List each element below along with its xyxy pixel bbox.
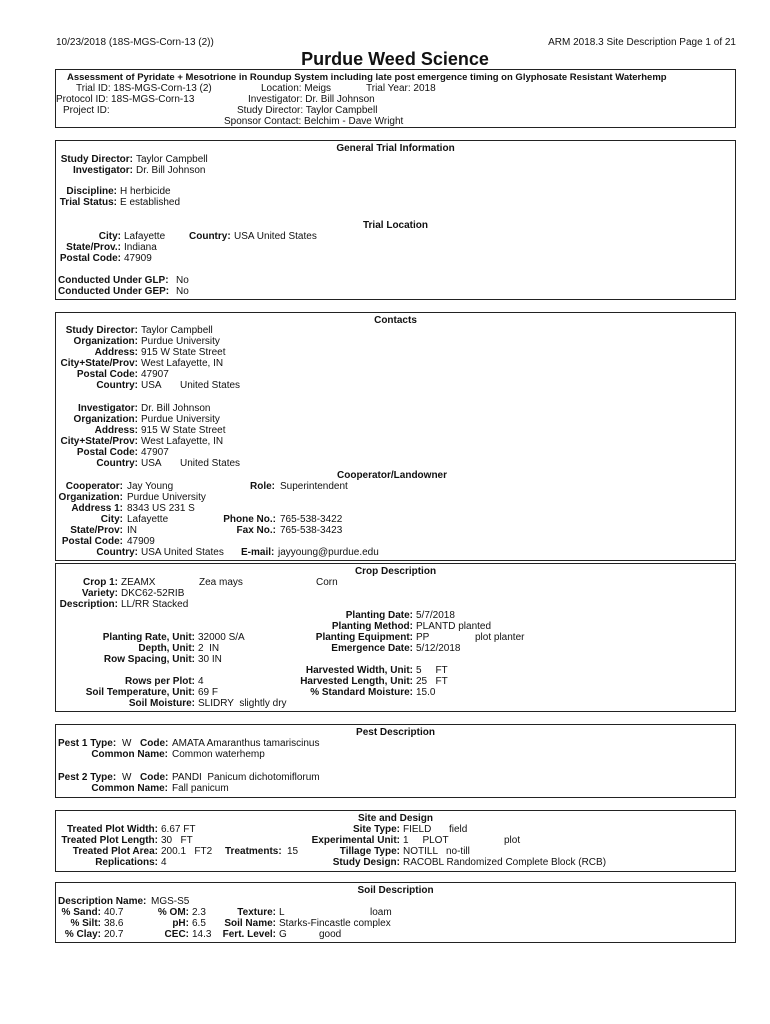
value: 47907 <box>141 447 169 458</box>
value: PANDI Panicum dichotomiflorum <box>172 772 320 783</box>
value: 30 IN <box>198 654 222 665</box>
value: Taylor Campbell <box>141 325 213 336</box>
value: No <box>176 286 189 297</box>
label: Description Name: <box>58 896 147 907</box>
value: NOTILL no-till <box>403 846 470 857</box>
value: 15 <box>287 846 299 857</box>
label: E-mail: <box>241 547 275 558</box>
value: Indiana <box>124 242 157 253</box>
contacts-heading: Contacts <box>374 315 417 326</box>
value: Fall panicum <box>172 783 229 794</box>
value: Lafayette <box>124 231 166 242</box>
value: plot planter <box>475 632 525 643</box>
label: Emergence Date: <box>331 643 413 654</box>
label: Organization: <box>73 336 138 347</box>
value: 38.6 <box>104 918 124 929</box>
label: Planting Method: <box>331 621 413 632</box>
label: Study Director: <box>60 154 133 165</box>
label: pH: <box>172 918 189 929</box>
label: City+State/Prov: <box>60 436 138 447</box>
cooperator-heading: Cooperator/Landowner <box>337 470 448 481</box>
value: W <box>122 738 132 749</box>
value: 47909 <box>124 253 152 264</box>
value: 765-538-3423 <box>280 525 343 536</box>
value: West Lafayette, IN <box>141 358 224 369</box>
value: Lafayette <box>127 514 169 525</box>
label: Variety: <box>81 588 118 599</box>
label: Planting Equipment: <box>315 632 413 643</box>
value: 25 FT <box>416 676 448 687</box>
label: Row Spacing, Unit: <box>103 654 195 665</box>
label: Investigator: <box>72 165 133 176</box>
label: Soil Moisture: <box>128 698 195 709</box>
label: Replications: <box>95 857 158 868</box>
sponsor-contact: Sponsor Contact: Belchim - Dave Wright <box>224 116 404 127</box>
value: PP <box>416 632 430 643</box>
value: 915 W State Street <box>141 425 226 436</box>
label: Country: <box>96 458 138 469</box>
label: Study Design: <box>332 857 400 868</box>
label: Study Director: <box>65 325 138 336</box>
value: 5/7/2018 <box>416 610 455 621</box>
value: 47907 <box>141 369 169 380</box>
label: % Standard Moisture: <box>310 687 413 698</box>
value: 2.3 <box>192 907 206 918</box>
value: E established <box>120 197 181 208</box>
value: Dr. Bill Johnson <box>136 165 206 176</box>
label: Conducted Under GLP: <box>58 275 169 286</box>
value: 200.1 FT2 <box>161 846 213 857</box>
label: Discipline: <box>66 186 117 197</box>
label: Treated Plot Width: <box>66 824 158 835</box>
value: USA United States <box>141 547 224 558</box>
label: Address 1: <box>71 503 123 514</box>
value: Zea mays <box>199 577 243 588</box>
value: Purdue University <box>141 414 220 425</box>
label: Harvested Length, Unit: <box>300 676 413 687</box>
label: Country: <box>96 380 138 391</box>
value: West Lafayette, IN <box>141 436 224 447</box>
location: Location: Meigs <box>261 83 332 94</box>
value: plot <box>504 835 521 846</box>
label: % Clay: <box>64 929 101 940</box>
value: 69 F <box>198 687 219 698</box>
value: AMATA Amaranthus tamariscinus <box>172 738 320 749</box>
value: Jay Young <box>127 481 174 492</box>
project-id: Project ID: <box>63 105 110 116</box>
value: Corn <box>316 577 338 588</box>
label: City: <box>100 514 123 525</box>
label: Postal Code: <box>76 369 138 380</box>
label: Planting Date: <box>345 610 413 621</box>
value: L <box>279 907 285 918</box>
location-heading: Trial Location <box>362 220 428 231</box>
value: loam <box>370 907 392 918</box>
label: Treated Plot Length: <box>61 835 158 846</box>
label: State/Prov: <box>70 525 123 536</box>
assessment-title: Assessment of Pyridate + Mesotrione in Roundup System including late post emergence timing on Glyphosate Resistant Waterhemp <box>67 72 667 83</box>
label: Soil Temperature, Unit: <box>85 687 195 698</box>
value: DKC62-52RIB <box>121 588 185 599</box>
value: 5/12/2018 <box>416 643 461 654</box>
label: State/Prov.: <box>66 242 121 253</box>
value: field <box>449 824 468 835</box>
label: Experimental Unit: <box>311 835 400 846</box>
label: Pest 1 Type: <box>58 738 117 749</box>
value: 765-538-3422 <box>280 514 343 525</box>
value: USA <box>141 380 162 391</box>
label: Crop 1: <box>83 577 118 588</box>
label: Texture: <box>237 907 276 918</box>
summary-study-director: Study Director: Taylor Campbell <box>237 105 378 116</box>
label: Organization: <box>73 414 138 425</box>
value: good <box>319 929 342 940</box>
value: 32000 S/A <box>198 632 245 643</box>
value: Purdue University <box>141 336 220 347</box>
label: Conducted Under GEP: <box>58 286 170 297</box>
label: Soil Name: <box>224 918 276 929</box>
crop-heading: Crop Description <box>354 566 437 577</box>
value: W <box>122 772 132 783</box>
trial-id: Trial ID: 18S-MGS-Corn-13 (2) <box>76 83 212 94</box>
value: Dr. Bill Johnson <box>141 403 211 414</box>
general-heading: General Trial Information <box>336 143 455 154</box>
header-left: 10/23/2018 (18S-MGS-Corn-13 (2)) <box>56 37 214 48</box>
value: USA United States <box>234 231 317 242</box>
value: LL/RR Stacked <box>121 599 189 610</box>
label: Depth, Unit: <box>138 643 195 654</box>
value: 6.5 <box>192 918 206 929</box>
value: RACOBL Randomized Complete Block (RCB) <box>403 857 607 868</box>
label: Postal Code: <box>61 536 123 547</box>
label: Rows per Plot: <box>124 676 195 687</box>
label: Country: <box>189 231 231 242</box>
label: Pest 2 Type: <box>58 772 117 783</box>
label: Harvested Width, Unit: <box>305 665 413 676</box>
label: Site Type: <box>352 824 400 835</box>
value: 20.7 <box>104 929 124 940</box>
value: 5 FT <box>416 665 448 676</box>
label: Address: <box>94 425 138 436</box>
value: USA <box>141 458 162 469</box>
value: 14.3 <box>192 929 212 940</box>
label: Code: <box>140 772 169 783</box>
value: 15.0 <box>416 687 436 698</box>
page-title: Purdue Weed Science <box>301 49 489 69</box>
value: PLANTD planted <box>416 621 492 632</box>
value: Superintendent <box>280 481 348 492</box>
label: % Sand: <box>61 907 101 918</box>
header-right: ARM 2018.3 Site Description Page 1 of 21 <box>548 37 736 48</box>
value: United States <box>180 458 241 469</box>
value: 6.67 FT <box>161 824 196 835</box>
value: 8343 US 231 S <box>127 503 195 514</box>
summary-investigator: Investigator: Dr. Bill Johnson <box>248 94 375 105</box>
label: CEC: <box>164 929 189 940</box>
label: Country: <box>96 547 138 558</box>
value: SLIDRY slightly dry <box>198 698 287 709</box>
value: Starks-Fincastle complex <box>279 918 391 929</box>
value: No <box>176 275 189 286</box>
value: FIELD <box>403 824 432 835</box>
value: 4 <box>161 857 167 868</box>
value: IN <box>127 525 137 536</box>
label: Postal Code: <box>76 447 138 458</box>
value: jayyoung@purdue.edu <box>278 547 379 558</box>
label: Tillage Type: <box>339 846 400 857</box>
value: 4 <box>198 676 204 687</box>
label: Common Name: <box>91 749 168 760</box>
value: United States <box>180 380 241 391</box>
label: % OM: <box>157 907 189 918</box>
label: Investigator: <box>77 403 138 414</box>
label: City: <box>98 231 121 242</box>
label: Planting Rate, Unit: <box>102 632 195 643</box>
label: Code: <box>140 738 169 749</box>
label: Treatments: <box>225 846 282 857</box>
site-heading: Site and Design <box>357 813 433 824</box>
value: 1 PLOT <box>403 835 449 846</box>
value: 915 W State Street <box>141 347 226 358</box>
label: Cooperator: <box>65 481 123 492</box>
pest-heading: Pest Description <box>356 727 435 738</box>
trial-year: Trial Year: 2018 <box>366 83 436 94</box>
protocol-id: Protocol ID: 18S-MGS-Corn-13 <box>56 94 195 105</box>
value: 40.7 <box>104 907 124 918</box>
label: Address: <box>94 347 138 358</box>
label: Treated Plot Area: <box>72 846 158 857</box>
label: Fax No.: <box>236 525 276 536</box>
value: Common waterhemp <box>172 749 265 760</box>
label: Common Name: <box>91 783 168 794</box>
label: Organization: <box>58 492 123 503</box>
value: ZEAMX <box>121 577 156 588</box>
value: Purdue University <box>127 492 206 503</box>
value: G <box>279 929 287 940</box>
value: 30 FT <box>161 835 193 846</box>
value: MGS-S5 <box>151 896 190 907</box>
value: 47909 <box>127 536 155 547</box>
value: 2 IN <box>198 643 220 654</box>
value: Taylor Campbell <box>136 154 208 165</box>
label: Postal Code: <box>59 253 121 264</box>
label: % Silt: <box>70 918 101 929</box>
label: Role: <box>250 481 275 492</box>
label: City+State/Prov: <box>60 358 138 369</box>
label: Trial Status: <box>59 197 117 208</box>
label: Description: <box>59 599 118 610</box>
label: Fert. Level: <box>222 929 276 940</box>
soil-heading: Soil Description <box>357 885 434 896</box>
label: Phone No.: <box>223 514 276 525</box>
value: H herbicide <box>120 186 171 197</box>
